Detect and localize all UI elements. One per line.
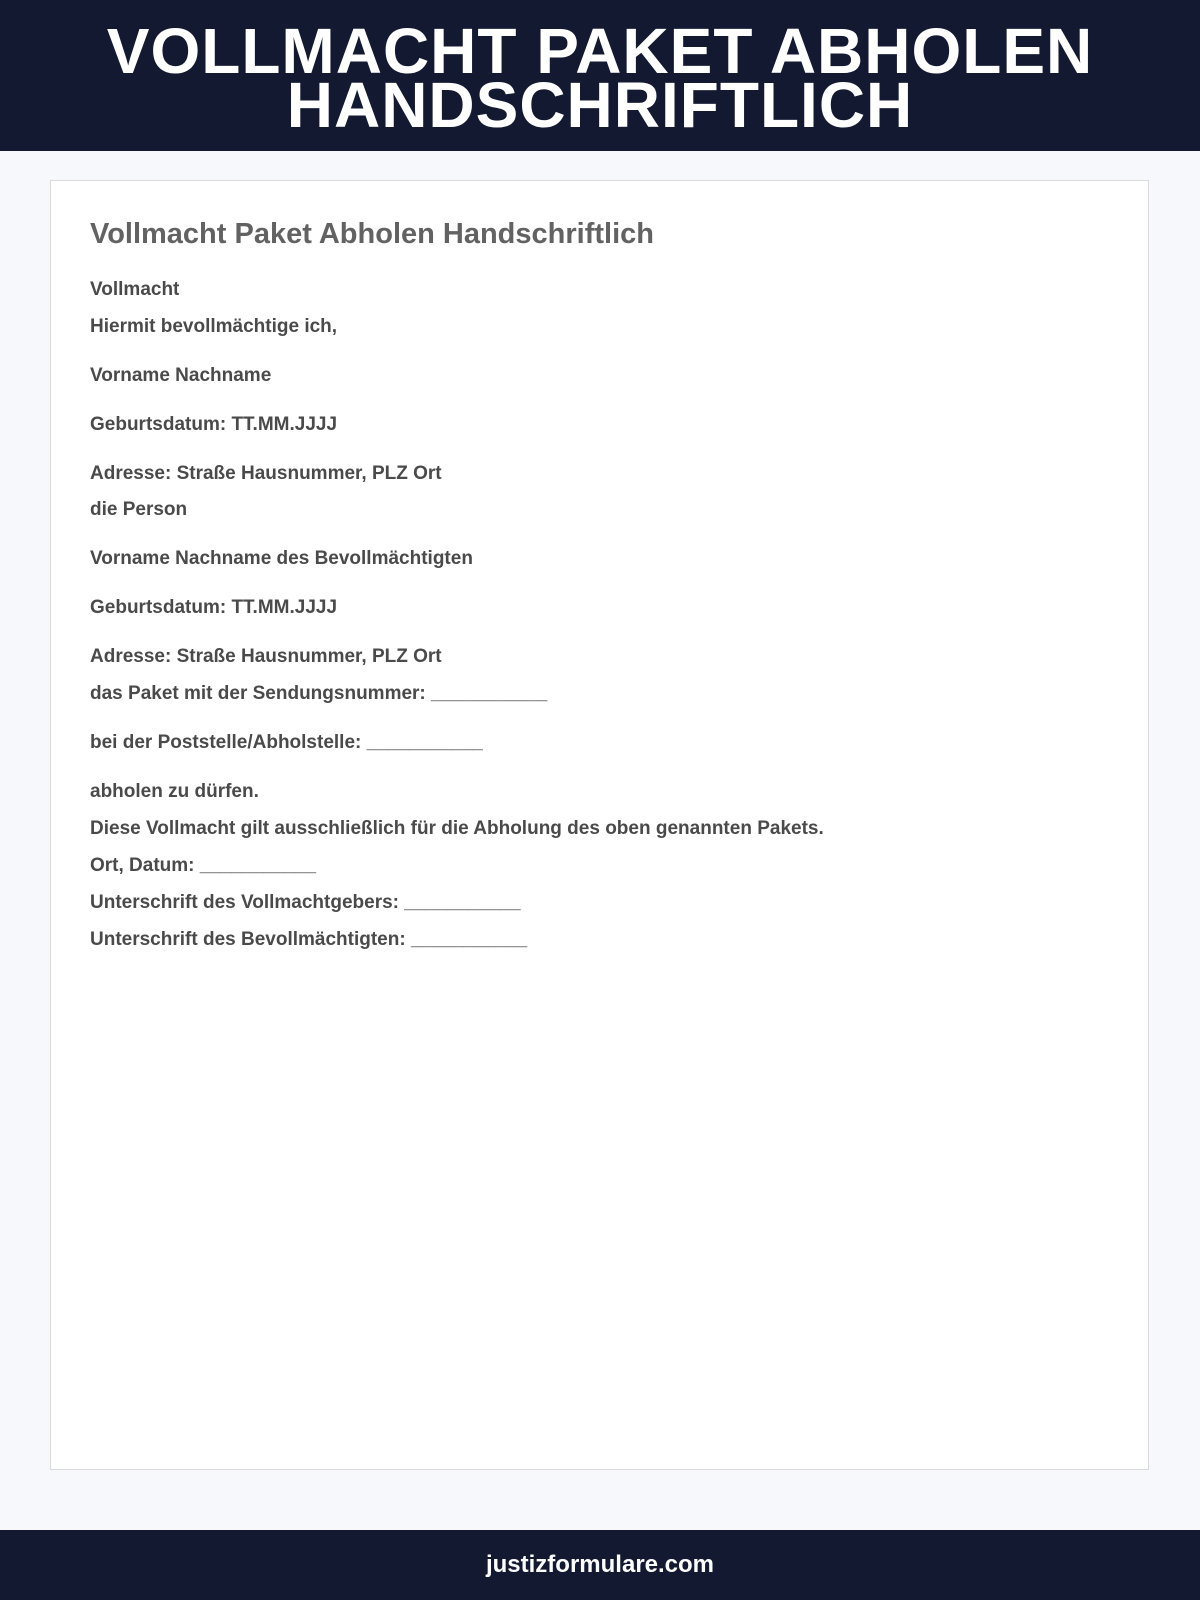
doc-line-grantor-address: Adresse: Straße Hausnummer, PLZ Ort	[90, 463, 442, 484]
doc-line-place-date: Ort, Datum: ___________	[90, 855, 317, 876]
doc-line-agent-birthdate: Geburtsdatum: TT.MM.JJJJ	[90, 597, 338, 618]
document-title: Vollmacht Paket Abholen Handschriftlich	[90, 218, 654, 250]
doc-line-scope: Diese Vollmacht gilt ausschließlich für die Abholung des oben genannten Pakets.	[90, 818, 824, 839]
doc-line-abholen: abholen zu dürfen.	[90, 781, 259, 802]
doc-line-grantor-birthdate: Geburtsdatum: TT.MM.JJJJ	[90, 414, 338, 435]
page-footer	[0, 1530, 1200, 1600]
doc-line-agent-address: Adresse: Straße Hausnummer, PLZ Ort	[90, 646, 442, 667]
doc-line-tracking-number: das Paket mit der Sendungsnummer: ___________	[90, 683, 548, 704]
header-title: VOLLMACHT PAKET ABHOLEN HANDSCHRIFTLICH	[106, 14, 1094, 141]
doc-line-pickup-location: bei der Poststelle/Abholstelle: ___________	[90, 732, 483, 753]
doc-heading-vollmacht: Vollmacht	[90, 279, 180, 300]
doc-line-agent-signature: Unterschrift des Bevollmächtigten: ___________	[90, 929, 528, 950]
doc-line-grantor-signature: Unterschrift des Vollmachtgebers: ___________	[90, 892, 521, 913]
doc-line-die-person: die Person	[90, 499, 188, 520]
document-card	[50, 180, 1149, 1470]
doc-line-intro: Hiermit bevollmächtige ich,	[90, 316, 338, 337]
footer-site-link[interactable]: justizformulare.com	[485, 1551, 715, 1578]
doc-line-grantor-name: Vorname Nachname	[90, 365, 272, 386]
doc-line-agent-name: Vorname Nachname des Bevollmächtigten	[90, 548, 473, 569]
page-header	[0, 0, 1200, 151]
